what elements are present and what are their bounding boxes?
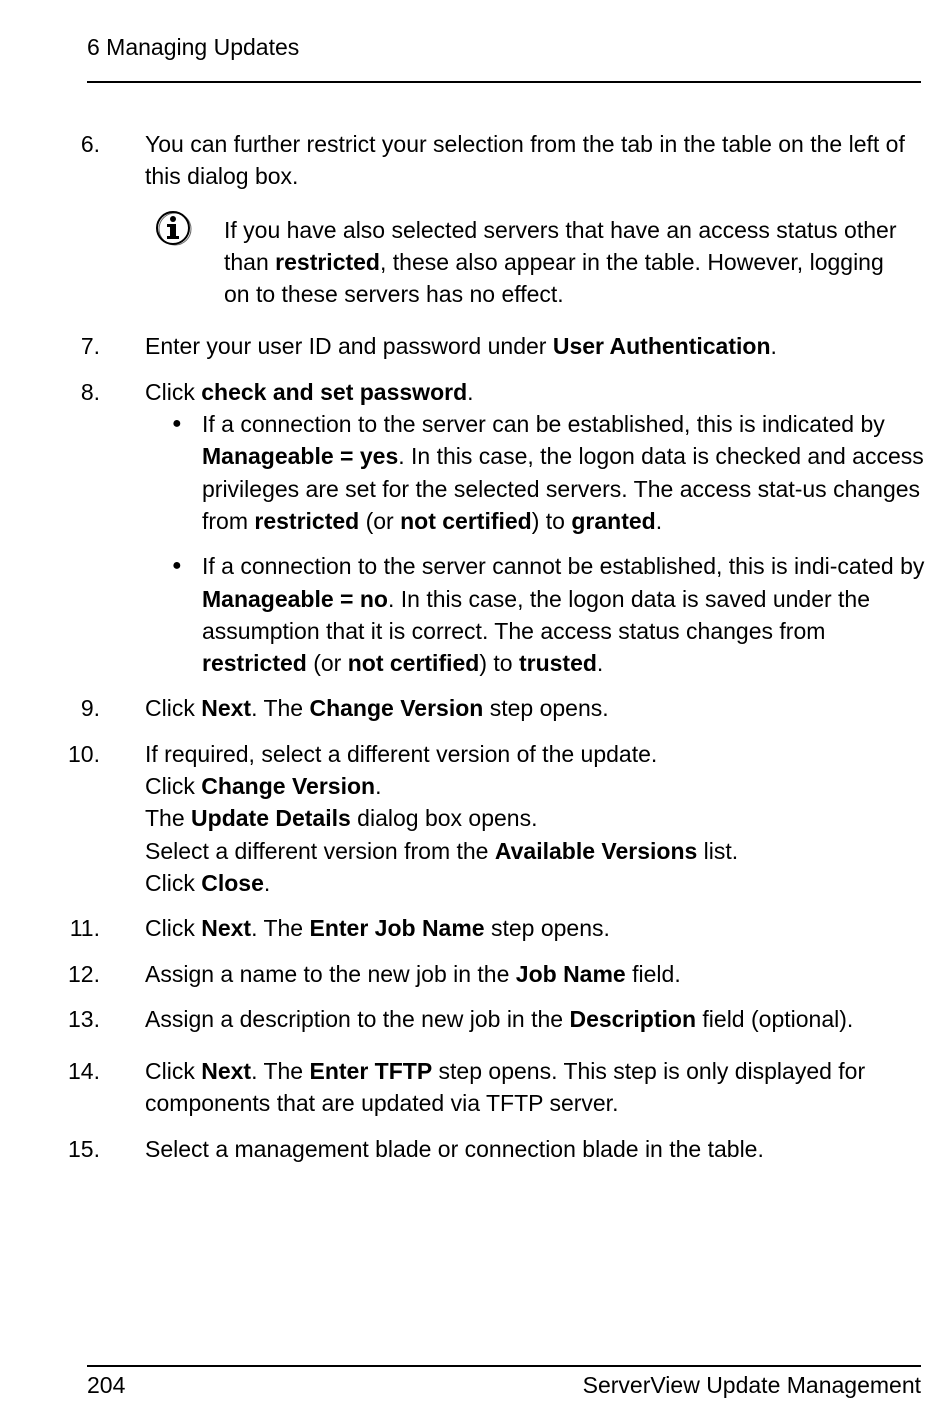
footer-rule bbox=[87, 1365, 921, 1367]
bullet-dot: ● bbox=[172, 415, 182, 433]
bullet-bold: not certified bbox=[347, 650, 480, 677]
step-text: . The bbox=[251, 695, 310, 722]
note-text: If you have also selected servers that have an access status other than bbox=[224, 216, 897, 275]
step-bold: check and set password bbox=[201, 378, 468, 405]
step-bold: Enter Job Name bbox=[309, 915, 485, 942]
bullet-dot: ● bbox=[172, 557, 182, 575]
step-number: 9. bbox=[80, 695, 100, 722]
step-number: 6. bbox=[80, 131, 100, 157]
step-text: step opens. This step is only displayed for components that are updated via TFTP server. bbox=[145, 1058, 866, 1117]
step-text: Click bbox=[145, 378, 202, 405]
step-number: 8. bbox=[80, 378, 100, 405]
bullet-text: If a connection to the server can be established, this is indicated by bbox=[202, 411, 885, 438]
step-text: Select a management blade or connection blade in the table. bbox=[145, 1135, 764, 1162]
step-bold: Change Version bbox=[309, 695, 484, 722]
step-bold: Available Versions bbox=[494, 837, 698, 864]
step-line bbox=[145, 835, 925, 867]
step-number: 14. bbox=[68, 1058, 100, 1085]
step-text: If required, select a different version of the update. bbox=[145, 740, 658, 767]
bullet-text: (or bbox=[359, 507, 401, 534]
step-text: Enter your user ID and password under bbox=[145, 333, 553, 360]
header-rule bbox=[87, 81, 921, 83]
step-bold: Close bbox=[201, 869, 264, 896]
step-text: . bbox=[263, 869, 271, 896]
step-text: list. bbox=[697, 837, 739, 864]
step-bold: User Authentication bbox=[552, 333, 771, 360]
step-text: Click bbox=[145, 869, 202, 896]
bullet-text: . bbox=[655, 507, 663, 534]
bullet-bold: not certified bbox=[400, 507, 532, 534]
step-text: You can further restrict your selection from the tab in the table on the left of this dialog box. bbox=[145, 131, 905, 190]
step-bold: Next bbox=[201, 1058, 252, 1085]
bullet-bold: Manageable = no bbox=[202, 585, 388, 612]
step-text: field. bbox=[625, 960, 681, 987]
step-9 bbox=[0, 692, 925, 724]
step-text: Click bbox=[145, 915, 202, 942]
step-15 bbox=[0, 1133, 925, 1165]
note-bold: restricted bbox=[275, 248, 380, 275]
step-text: . bbox=[467, 378, 474, 405]
step-bold: Job Name bbox=[515, 960, 626, 987]
page-header: 6 Managing Updates bbox=[87, 34, 300, 60]
step-number: 11. bbox=[69, 915, 100, 942]
bullet-bold: restricted bbox=[202, 650, 307, 677]
page-number: 204 bbox=[87, 1372, 126, 1398]
step-text: . bbox=[375, 773, 382, 800]
bullet-text: ) to bbox=[531, 507, 572, 534]
step-text: Click bbox=[145, 695, 202, 722]
step-13 bbox=[0, 1003, 925, 1035]
step-10 bbox=[0, 738, 925, 899]
step-text: The bbox=[145, 805, 192, 832]
step-bold: Change Version bbox=[201, 773, 376, 800]
step-text: Assign a description to the new job in the bbox=[145, 1005, 570, 1032]
step-bold: Next bbox=[201, 695, 252, 722]
bullet-bold: restricted bbox=[254, 507, 360, 534]
step-text: . The bbox=[251, 915, 310, 942]
step-number: 12. bbox=[68, 960, 100, 987]
step-line bbox=[145, 867, 925, 899]
step-line bbox=[145, 770, 925, 802]
step-text: dialog box opens. bbox=[350, 805, 538, 832]
step-8 bbox=[0, 376, 925, 408]
product-name: ServerView Update Management bbox=[582, 1372, 921, 1398]
step-12 bbox=[0, 958, 925, 990]
step-number: 15. bbox=[68, 1135, 100, 1162]
bullet-text: If a connection to the server cannot be established, this is indi-cated by bbox=[202, 553, 925, 580]
info-icon bbox=[153, 208, 193, 248]
step-6 bbox=[0, 128, 925, 193]
step-number: 7. bbox=[80, 333, 100, 360]
step-11 bbox=[0, 912, 925, 944]
step-line bbox=[145, 738, 925, 770]
bullet-text: (or bbox=[306, 650, 348, 677]
bullet-text: . In this case, the logon data is checked and access privileges are set for the selected servers. The access stat-us changes from bbox=[202, 443, 924, 534]
step-bold: Description bbox=[569, 1005, 697, 1032]
bullet-bold: granted bbox=[571, 507, 656, 534]
step-14 bbox=[0, 1055, 925, 1120]
step-text: Assign a name to the new job in the bbox=[145, 960, 516, 987]
bullet-item bbox=[172, 550, 932, 679]
bullet-text: . bbox=[596, 650, 604, 677]
step-text: . bbox=[770, 333, 777, 360]
step-bold: Update Details bbox=[191, 805, 351, 832]
bullet-item bbox=[172, 408, 932, 537]
step-line bbox=[145, 802, 925, 834]
bullet-text: ) to bbox=[479, 650, 519, 677]
step-text: step opens. bbox=[483, 695, 609, 722]
step-text: Click bbox=[145, 1058, 202, 1085]
step-text: . The bbox=[251, 1058, 310, 1085]
step-text: step opens. bbox=[484, 915, 610, 942]
page-content bbox=[0, 128, 950, 1165]
step-7 bbox=[0, 330, 925, 362]
step-number: 10. bbox=[68, 740, 100, 767]
step-bold: Next bbox=[201, 915, 252, 942]
step-text: Select a different version from the bbox=[145, 837, 495, 864]
bullet-bold: Manageable = yes bbox=[202, 443, 399, 470]
bullet-bold: trusted bbox=[518, 650, 597, 677]
step-text: field (optional). bbox=[696, 1005, 854, 1032]
step-number: 13. bbox=[68, 1005, 100, 1032]
step-bold: Enter TFTP bbox=[309, 1058, 433, 1085]
note-text: , these also appear in the table. However, logging on to these servers has no effect. bbox=[224, 248, 884, 308]
info-note bbox=[224, 214, 914, 311]
bullet-text: . In this case, the logon data is saved under the assumption that it is correct. The access status changes from bbox=[202, 585, 871, 644]
step-text: Click bbox=[145, 773, 202, 800]
